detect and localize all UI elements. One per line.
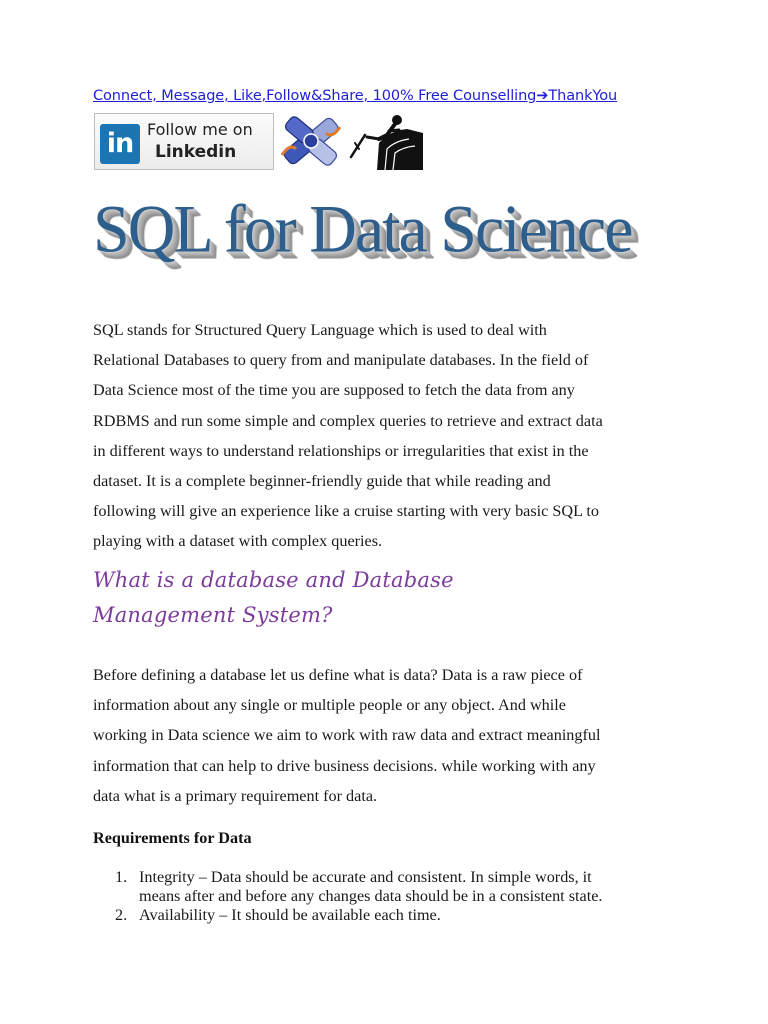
list-item-text: Availability – It should be available each time. [139, 906, 441, 924]
linkedin-badge-text [147, 119, 253, 163]
section-line: information that can help to drive business decisions. while working with any [93, 756, 596, 775]
section-line: information about any single or multiple people or any object. And while [93, 696, 566, 715]
linkedin-follow-badge[interactable] [94, 113, 274, 170]
counselling-link[interactable] [93, 88, 617, 104]
climber-icon [349, 113, 423, 170]
list-item [93, 906, 673, 925]
intro-line: SQL stands for Structured Query Language which is used to deal with [93, 321, 547, 339]
handshake-icon [276, 113, 346, 170]
intro-paragraph [93, 315, 673, 557]
section-line: data what is a primary requirement for data. [93, 786, 378, 805]
badge-line-2: Linkedin [155, 142, 237, 162]
requirements-heading: Requirements for Data [93, 829, 252, 847]
counselling-link-text[interactable]: Connect, Message, Like,Follow&Share, 100% Free Counselling [93, 88, 537, 104]
section-heading [93, 563, 454, 633]
list-item-text: means after and before any changes data should be in a consistent state. [139, 887, 603, 905]
section-line: Before defining a database let us define what is data? Data is a raw piece of [93, 666, 583, 684]
section-paragraph [93, 660, 673, 811]
badge-line-1: Follow me on [147, 120, 253, 139]
list-item [93, 868, 673, 906]
arrow-right-icon[interactable]: ➔ [536, 88, 549, 104]
intro-line: Data Science most of the time you are supposed to fetch the data from any [93, 381, 575, 400]
list-item-number: 1. [115, 868, 128, 886]
intro-line: RDBMS and run some simple and complex queries to retrieve and extract data [93, 411, 603, 430]
intro-line: in different ways to understand relationships or irregularities that exist in the [93, 441, 589, 460]
intro-line: playing with a dataset with complex queries. [93, 532, 383, 551]
intro-line: dataset. It is a complete beginner-friendly guide that while reading and [93, 472, 551, 491]
requirements-list [93, 868, 673, 925]
counselling-link-tail[interactable]: ThankYou [548, 88, 618, 104]
section-heading-line-2: Management System? [93, 603, 333, 627]
section-line: working in Data science we aim to work with raw data and extract meaningful [93, 726, 601, 745]
linkedin-icon: in [100, 124, 140, 164]
section-heading-line-1: What is a database and Database [93, 568, 454, 592]
list-item-number: 2. [115, 906, 128, 924]
intro-line: Relational Databases to query from and manipulate databases. In the field of [93, 351, 589, 370]
document-title: SQL for Data Science [93, 192, 632, 267]
list-item-text: Integrity – Data should be accurate and consistent. In simple words, it [139, 868, 592, 886]
intro-line: following will give an experience like a cruise starting with very basic SQL to [93, 502, 600, 521]
